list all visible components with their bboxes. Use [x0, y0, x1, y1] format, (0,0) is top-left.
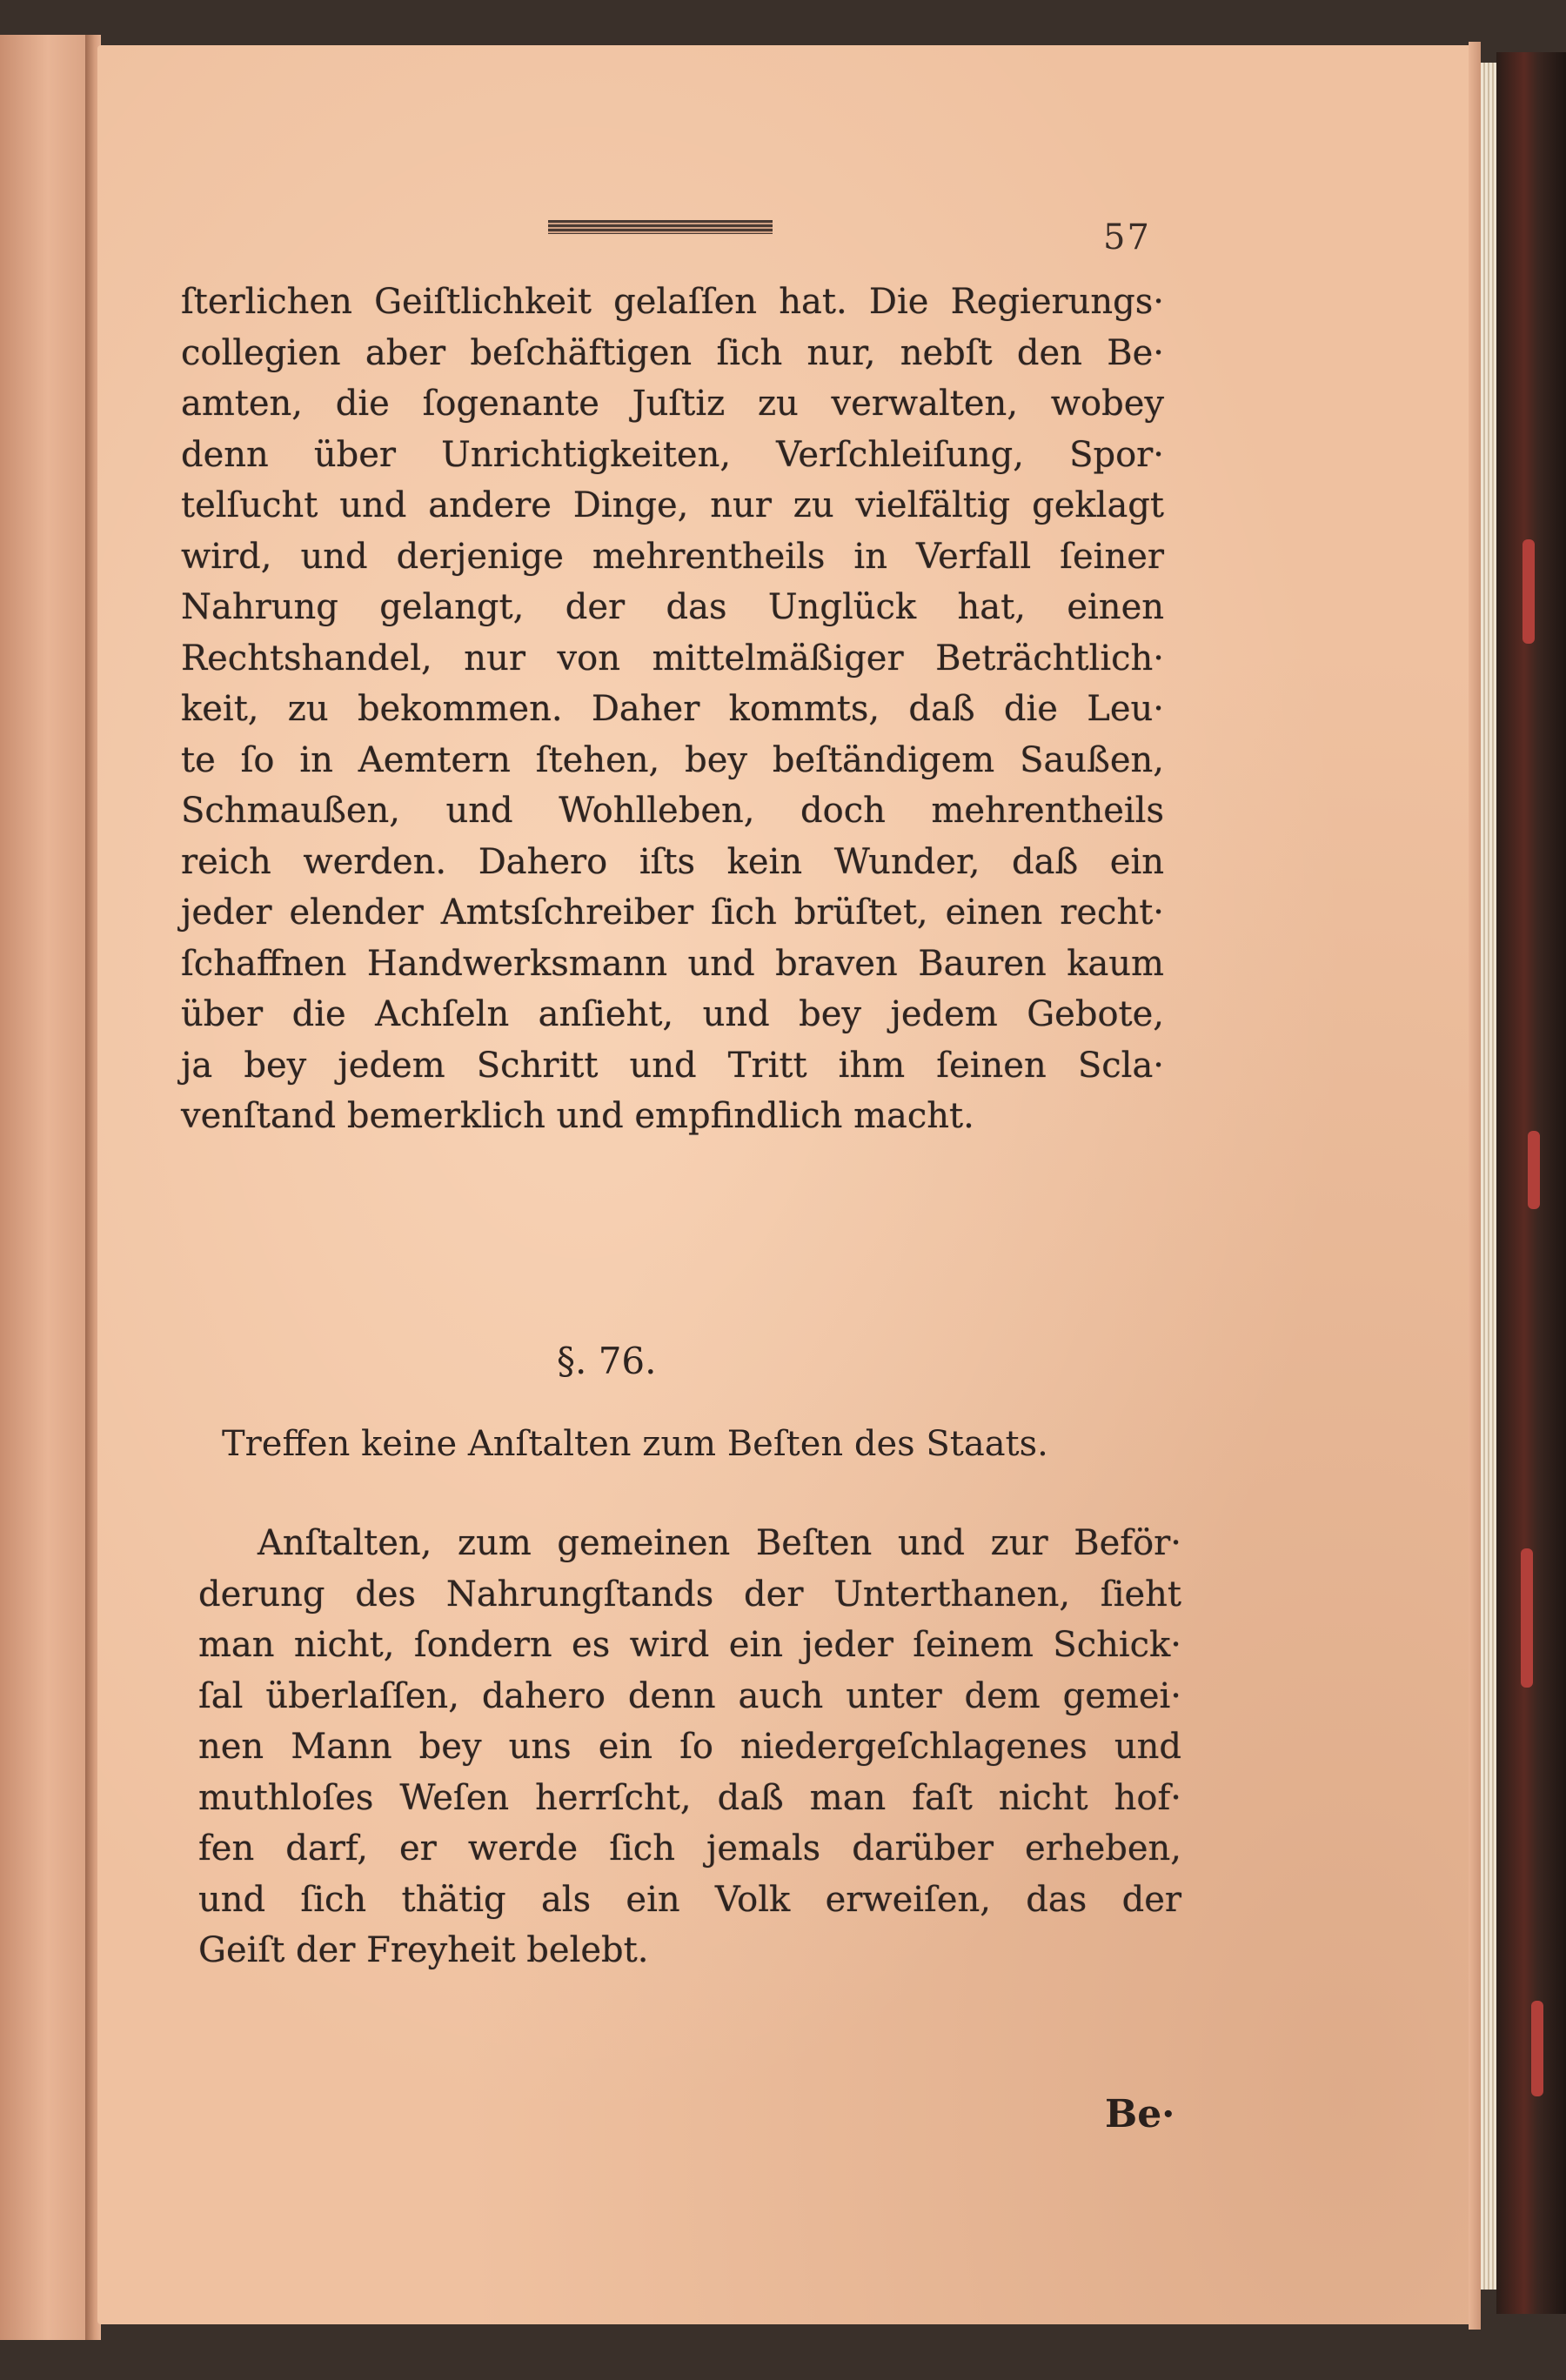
- text-line: fen darf, er werde ſich jemals darüber erheben,: [198, 1828, 1181, 1869]
- text-line: man nicht, ſondern es wird ein jeder ſeinem Schick·: [198, 1625, 1181, 1665]
- text-line: venſtand bemerklich und empfindlich macht.: [181, 1096, 974, 1136]
- section-paragraph: [198, 1518, 1181, 1976]
- text-line: keit, zu bekommen. Daher kommts, daß die Leu·: [181, 689, 1164, 729]
- cover-wear-spot: [1522, 539, 1535, 644]
- text-line: wird, und derjenige mehrentheils in Verfall ſeiner: [181, 536, 1164, 577]
- text-line: über die Achſeln anſieht, und bey jedem Gebote,: [181, 994, 1164, 1034]
- cover-wear-spot: [1521, 1548, 1533, 1688]
- text-line: ja bey jedem Schritt und Tritt ihm ſeinen Scla·: [181, 1045, 1164, 1086]
- page-edge-shadow: [1469, 42, 1481, 2330]
- text-line: jeder elender Amtsſchreiber ſich brüſtet, einen recht·: [181, 892, 1164, 933]
- text-line: collegien aber beſchäftigen ſich nur, nebſt den Be·: [181, 332, 1164, 373]
- text-line: denn über Unrichtigkeiten, Verſchleiſung, Spor·: [181, 434, 1164, 475]
- text-line: ſchaffnen Handwerksmann und braven Bauren kaum: [181, 943, 1164, 984]
- header-rule: [548, 220, 773, 234]
- text-line: muthloſes Weſen herrſcht, daß man faſt nicht hof·: [198, 1777, 1181, 1818]
- cover-wear-spot: [1531, 2001, 1543, 2096]
- text-line: derung des Nahrungſtands der Unterthanen, ſieht: [198, 1574, 1181, 1615]
- page-number: 57: [1103, 217, 1151, 257]
- text-line: ſterlichen Geiſtlichkeit gelaſſen hat. Die Regierungs·: [181, 282, 1164, 322]
- text-line: te ſo in Aemtern ſtehen, bey beſtändigem Saußen,: [181, 739, 1164, 780]
- section-title: Treffen keine Anſtalten zum Beſten des Staats.: [222, 1424, 1048, 1464]
- text-line: amten, die ſogenante Juſtiz zu verwalten, wobey: [181, 384, 1164, 424]
- text-line: Schmaußen, und Wohlleben, doch mehrentheils: [181, 791, 1164, 831]
- paragraph-continuation: [181, 277, 1164, 1142]
- text-line: Nahrung gelangt, der das Unglück hat, einen: [181, 587, 1164, 627]
- text-line: telſucht und andere Dinge, nur zu vielfältig geklagt: [181, 485, 1164, 525]
- text-line: nen Mann bey uns ein ſo niedergeſchlagenes und: [198, 1727, 1181, 1767]
- facing-page-edge: [0, 35, 89, 2340]
- text-line: Geiſt der Freyheit belebt.: [198, 1930, 649, 1970]
- text-line: Rechtshandel, nur von mittelmäßiger Beträchtlich·: [181, 638, 1164, 679]
- book-cover-binding: [1496, 52, 1566, 2314]
- text-line: ſal überlaſſen, dahero denn auch unter dem gemei·: [198, 1675, 1181, 1716]
- cover-wear-spot: [1528, 1131, 1540, 1209]
- catchword: Be·: [1105, 2092, 1175, 2136]
- text-line: und ſich thätig als ein Volk erweiſen, das der: [198, 1879, 1181, 1920]
- section-number: §. 76.: [557, 1340, 657, 1382]
- page-stack-edge: [1481, 63, 1496, 2290]
- text-line: Anſtalten, zum gemeinen Beſten und zur Beför·: [258, 1523, 1181, 1563]
- text-line: reich werden. Dahero iſts kein Wunder, daß ein: [181, 841, 1164, 882]
